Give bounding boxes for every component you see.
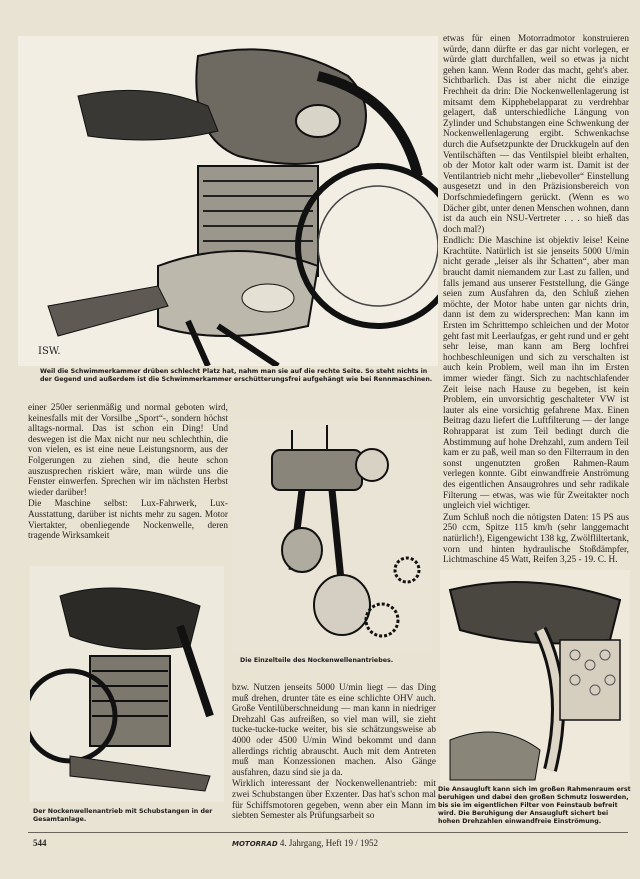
issue-line: 4. Jahrgang, Heft 19 / 1952 <box>279 838 378 848</box>
camshaft-drive-assembly-illustration <box>30 566 224 802</box>
paragraph: Endlich: Die Maschine ist objektiv leise! Keine Krachtüte. Natürlich ist sie jenseits 5000 U/min nicht gerade „leiser als ihr Schatten“, aber man braucht damit niemandem zur Last zu fallen, und falls jemand aus unserer Feststellung, die Gänge seien zum Ausfahren da, den Schluß ziehen möchte, der Motor habe unten gar nichts drin, dann ist dem zu widersprechen: Man kann im Ersten im Schrittempo schleichen und der Motor geht fast mit Leerlaufgas, er geht rund und er geht sehr leise, man kann am Berg lochfrei hochbeschleunigen und sich zu verschalten ist auch kein Problem, weil man ihn im Ersten immer wieder fängt. Sich zu nachtschlafender Zeit leise nach Hause zu begeben, ist kein Problem, ein unvorsichtig geschalteter VW ist lauter als eine vorsichtig gefahrene Max. Einen Beitrag dazu liefert die Luftfilterung — der lange Rohrapparat ist zum Teil bedingt durch die Abstimmung auf hohe Drehzahl, zum andern Teil kam er zu paß, weil man so den Filterraum in den sonst ungenutzten großen Rahmen-Raum verlegen konnte. Gibt einwandfreie Anströmung des eigentlichen Ansaugrohres und sehr radikale Filterung — etwas, was wie für Zweitakter noch ungleich viel wichtiger. <box>443 236 629 512</box>
page-number: 544 <box>33 838 47 848</box>
air-intake-frame-drawing <box>440 570 630 782</box>
paragraph: bzw. Nutzen jenseits 5000 U/min liegt — das Ding muß drehen, drunter täte es eine schlichte OHV auch. Große Ventilüberschneidung — man kann in niedriger Drehzahl Gas aufreißen, so viel man will, sie zieht tucke-tucke-tucke weiter, bis sie schätzungsweise ab 4000 oder 4500 U/min Wind bekommt und dann allerdings richtig abrauscht. Auch mit dem Antreten muß man Konzessionen machen. Also Gänge ausfahren, dazu sind sie ja da. <box>232 683 436 778</box>
paragraph: Die Maschine selbst: Lux-Fahrwerk, Lux-Ausstattung, darüber ist nichts mehr zu sagen. Motor Viertakter, obenliegende Nockenwelle, deren tragende Wirksamkeit <box>28 499 228 542</box>
motorcycle-engine-illustration <box>18 36 438 366</box>
paragraph: einer 250er serienmäßig und normal geboten wird, keinesfalls mit der Vorsilbe „Sport“-, sondern höchst alltags-normal. Das ist schon ein Ding! Und deswegen ist die Max nicht nur neu schlechthin, die von vielen, es ist eine neue Leistungsnorm, aus der Folgerungen zu ziehen sind, die heute schon auszusprechen riskiert wäre, man würde uns die Fenster einwerfen. Sprechen wir im nächsten Herbst wieder darüber! <box>28 403 228 498</box>
footer-magazine <box>232 838 378 848</box>
paragraph: Zum Schluß noch die nötigsten Daten: 15 PS aus 250 ccm, Spitze 115 km/h (sehr langgemacht natürlich!), Eigengewicht 138 kg, Zwölfliltertank, vorn und hinten hydraulische Stoßdämpfer, Lichtmaschine 45 Watt, Reifen 3,25 - 19. C. H. <box>443 512 629 566</box>
air-intake-frame-illustration <box>440 570 630 782</box>
text-column-middle <box>232 683 436 823</box>
middle-illustration-caption: Die Einzelteile des Nockenwellenantriebes. <box>240 657 394 664</box>
magazine-title: MOTORRAD <box>232 840 278 848</box>
camshaft-parts-drawing <box>232 420 432 650</box>
text-column-right <box>443 34 629 567</box>
paragraph: Wirklich interessant der Nockenwellenantrieb: mit zwei Schubstangen über Exzenter. Das hat's schon mal für Schiffsmotoren gegeben, wenn aber ein Mann im siebten Semester als Prüfungsarbeit so <box>232 779 436 822</box>
motorcycle-engine-drawing <box>18 36 438 366</box>
camshaft-parts-illustration <box>232 420 432 650</box>
footer-rule <box>28 832 628 833</box>
bottom-left-illustration-caption: Der Nockenwellenantrieb mit Schubstangen in der Gesamtanlage. <box>33 808 213 823</box>
camshaft-drive-assembly-drawing <box>30 566 224 802</box>
text-column-left <box>28 403 228 543</box>
svg-text:ISW.: ISW. <box>38 346 61 357</box>
top-illustration-caption: Weil die Schwimmerkammer drüben schlecht Platz hat, nahm man sie auf die rechte Seite. So steht nichts in der Gegend und außerdem ist die Schwimmerkammer erschütterungsfrei aufgehängt wie bei Rennmaschinen. <box>40 368 433 383</box>
paragraph: etwas für einen Motorradmotor konstruieren würde, dann dürfte er das gar nicht vorlegen, er würde glatt durchfallen, weil so etwas ja nicht gehen kann. Wenn Roder das macht, geht's aber. Sichtbarlich. Das ist aber nicht die einzige Frechheit da drin: Die Nockenwellenlagerung ist mitsamt dem Kipphebelapparat zu verdrehbar gelagert, daß unterschiedliche Längung von Zylinder und Schubstangen eine Schwenkung der Nockenwellenlagerung ergibt. Schwenkachse durch die Aufsetzpunkte der Druckkugeln auf den Ventilschäften — das Ventilspiel bleibt erhalten, ob der Motor kalt oder warm ist. Damit ist der Ventilantrieb nicht mehr „liebevoller“ Einstellung ausgesetzt und in den Präzisionsbereich von Dorfschmiedefingern gerückt. (Wenn es wo Dächer gibt, unter denen Menschen wohnen, dann ist da auch ein NSU-Vertreter . . . so hieß das doch mal?) <box>443 34 629 235</box>
bottom-right-illustration-caption: Die Ansaugluft kann sich im großen Rahmenraum erst beruhigen und dabei den großen Schmutz loswerden, bis sie im eigentlichen Filter von Feinstaub befreit wird. Die Beruhigung der Ansaugluft sichert bei hohen Drehzahlen einwandfreie Einströmung. <box>438 786 631 825</box>
